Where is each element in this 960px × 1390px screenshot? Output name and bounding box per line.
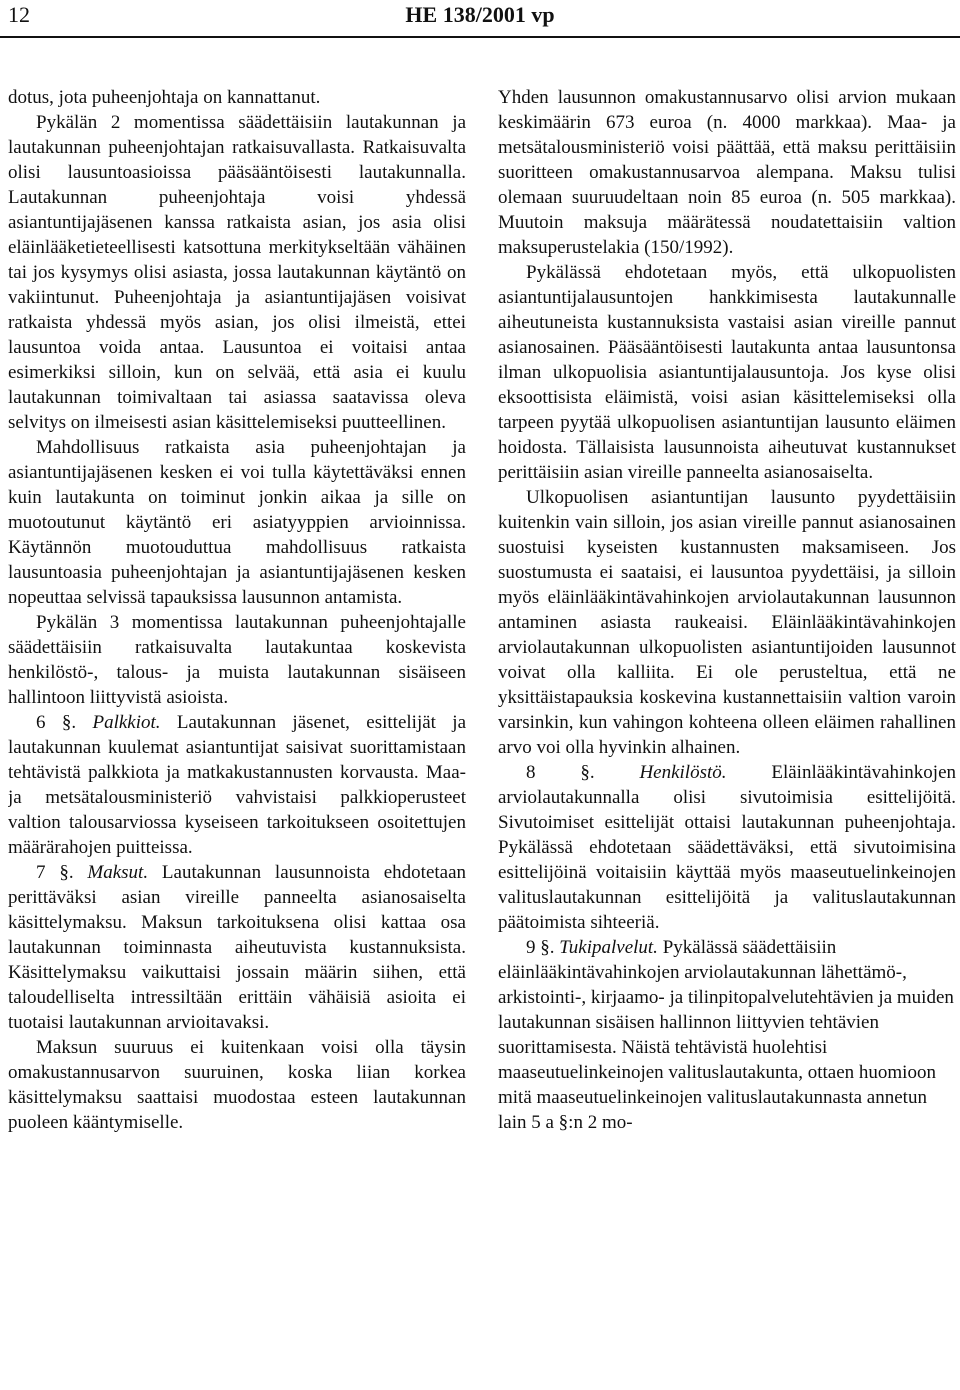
- section-number: 6 §.: [36, 712, 77, 733]
- paragraph: Pykälän 2 momentissa säädettäisiin lautakunnan ja lautakunnan puheenjohtajan ratkaisuvallasta. Ratkaisuvalta olisi lausuntoasioissa pääsääntöisesti lautakunnalla. Lautakunnan puheenjohtaja voisi yhdessä asiantuntijajäsenen kanssa ratkaista asian, jos asia olisi eläinlääketieteellisesti katsottuna merkitykseltään vähäinen tai jos kysymys olisi asiasta, jossa lautakunnan käytäntö on vakiintunut. Puheenjohtaja ja asiantuntijajäsen voisivat ratkaista yhdessä myös asian, jos olisi ilmeistä, ettei lausuntoa voida antaa. Lausuntoa ei voitaisi antaa esimerkiksi silloin, kun on selvää, että asia ei kuulu lautakunnan toimivaltaan tai asiassa saatavissa oleva selvitys on ilmeisesti asian käsittelemiseksi puutteellinen.: [8, 112, 466, 433]
- paragraph: Maksun suuruus ei kuitenkaan voisi olla täysin omakustannusarvon suuruinen, koska liian korkea käsittelymaksu saattaisi muodostaa esteen lautakunnan puoleen kääntymiselle.: [8, 1037, 466, 1133]
- right-column: [498, 85, 956, 1385]
- section-9-paragraph: [498, 935, 956, 1135]
- paragraph: dotus, jota puheenjohtaja on kannattanut.: [8, 87, 321, 108]
- left-column: [8, 85, 466, 1385]
- section-7-paragraph: [8, 860, 466, 1035]
- section-text: Lautakunnan lausunnoista ehdotetaan perittäväksi asian vireille panneelta asianosaiselta käsittelymaksu. Maksun tarkoituksena olisi kattaa osa lautakunnan toiminnasta aiheutuvista kustannuksista. Käsittelymaksu vaikuttaisi jossain määrin siihen, että taloudelliselta intressiltään erittäin vähäisiä asioita ei tuotaisi lautakunnan arvioitavaksi.: [8, 862, 466, 1033]
- section-number: 7 §.: [36, 862, 74, 883]
- section-text: Lautakunnan jäsenet, esittelijät ja lautakunnan kuulemat asiantuntijat saisivat suorittamistaan tehtävistä palkkiota ja matkakustannusten korvausta. Maa- ja metsätalousministeriö vahvistaisi palkkioperusteet valtion talousarviossa kyseiseen tarkoitukseen osoitettujen määrärahojen puitteissa.: [8, 712, 466, 858]
- section-text: Pykälässä säädettäisiin eläinlääkintävahinkojen arviolautakunnan lähettämö-, arkistointi-, kirjaamo- ja tilinpitopalvelutehtävien ja muiden lautakunnan sisäisen hallinnon liittyvien tehtävien suorittamisesta. Näistä tehtävistä huolehtisi maaseutuelinkeinojen valituslautakunta, ottaen huomioon mitä maaseutuelinkeinojen valituslautakunnasta annetun lain 5 a §:n 2 mo-: [498, 937, 954, 1133]
- header-rule: [0, 36, 960, 38]
- section-number: 9 §.: [526, 937, 555, 958]
- paragraph: Yhden lausunnon omakustannusarvo olisi arvion mukaan keskimäärin 673 euroa (n. 4000 markkaa). Maa- ja metsätalousministeriö voisi päättää, että maksu perittäisiin suoritteen omakustannusarvoa alempana. Maksu tulisi olemaan suuruudeltaan noin 85 euroa (n. 505 markkaa). Muutoin maksuja määrätessä noudatettaisiin valtion maksuperustelakia (150/1992).: [498, 87, 956, 258]
- paragraph: Pykälässä ehdotetaan myös, että ulkopuolisten asiantuntijalausuntojen hankkimisesta lautakunnalle aiheutuneista kustannuksista vastaisi asian vireille pannut asianosainen. Pääsääntöisesti lautakunta antaa lausuntonsa ilman ulkopuolisia asiantuntijalausuntoja. Jos kyse olisi eksoottisista eläimistä, voisi asian käsittelemiseksi olla tarpeen pyytää ulkopuolisen asiantuntijan lausunto eläimen hoidosta. Tällaisista lausunnoista aiheutuvat kustannukset perittäisiin asian vireille panneelta asianosaiselta.: [498, 262, 956, 483]
- document-id: HE 138/2001 vp: [405, 2, 555, 27]
- section-8-paragraph: [498, 760, 956, 935]
- paragraph: Mahdollisuus ratkaista asia puheenjohtajan ja asiantuntijajäsenen kesken ei voi tulla käytettäväksi ennen kuin lautakunta on toiminut jonkin aikaa ja sille on muotoutunut käytäntö eri asiatyyppien arvioinnissa. Käytännön muotouduttua mahdollisuus ratkaista lausuntoasia puheenjohtajan ja asiantuntijajäsenen kesken nopeuttaa selvissä tapauksissa lausunnon antamista.: [8, 437, 466, 608]
- section-6-paragraph: [8, 710, 466, 860]
- page-number: 12: [8, 2, 30, 27]
- section-heading: Maksut.: [87, 862, 149, 883]
- page-header: [0, 0, 960, 36]
- section-heading: Henkilöstö.: [639, 762, 727, 783]
- section-number: 8 §.: [526, 762, 595, 783]
- paragraph: Ulkopuolisen asiantuntijan lausunto pyydettäisiin kuitenkin vain silloin, jos asian vireille pannut asianosainen suostuisi kyseisten kustannusten maksamiseen. Jos suostumusta ei saataisi, ei lausuntoa pyydettäisi, ja silloin myös eläinlääkintävahinkojen arviolautakunnan lausunnon antaminen asiasta raukeaisi. Eläinlääkintävahinkojen arviolautakunnan ulkopuolisten asiantuntijoiden lausunnot voivat olla kalliita. Ei ole perusteltua, että ne yksittäistapauksia koskevina kustannettaisiin valtion varoin varsinkin, kun vahingon kohteena olleen eläimen rahallinen arvo voi olla hyvinkin alhainen.: [498, 487, 956, 758]
- section-heading: Palkkiot.: [92, 712, 161, 733]
- paragraph: Pykälän 3 momentissa lautakunnan puheenjohtajalle säädettäisiin ratkaisuvalta lautakuntaa koskevista henkilöstö-, talous- ja muista lautakunnan sisäiseen hallintoon liittyvistä asioista.: [8, 612, 466, 708]
- section-heading: Tukipalvelut.: [559, 937, 658, 958]
- section-text: Eläinlääkintävahinkojen arviolautakunnalla olisi sivutoimisia esittelijöitä. Sivutoimiset esittelijät ottaisi lautakunnan puheenjohtaja. Pykälässä ehdotetaan säädettäväksi, että sivutoimisina esittelijöinä voitaisiin käyttää myös maaseutuelinkeinojen valituslautakunnan esittelijöitä ja valituslautakunnan päätoimista sihteeriä.: [498, 762, 956, 933]
